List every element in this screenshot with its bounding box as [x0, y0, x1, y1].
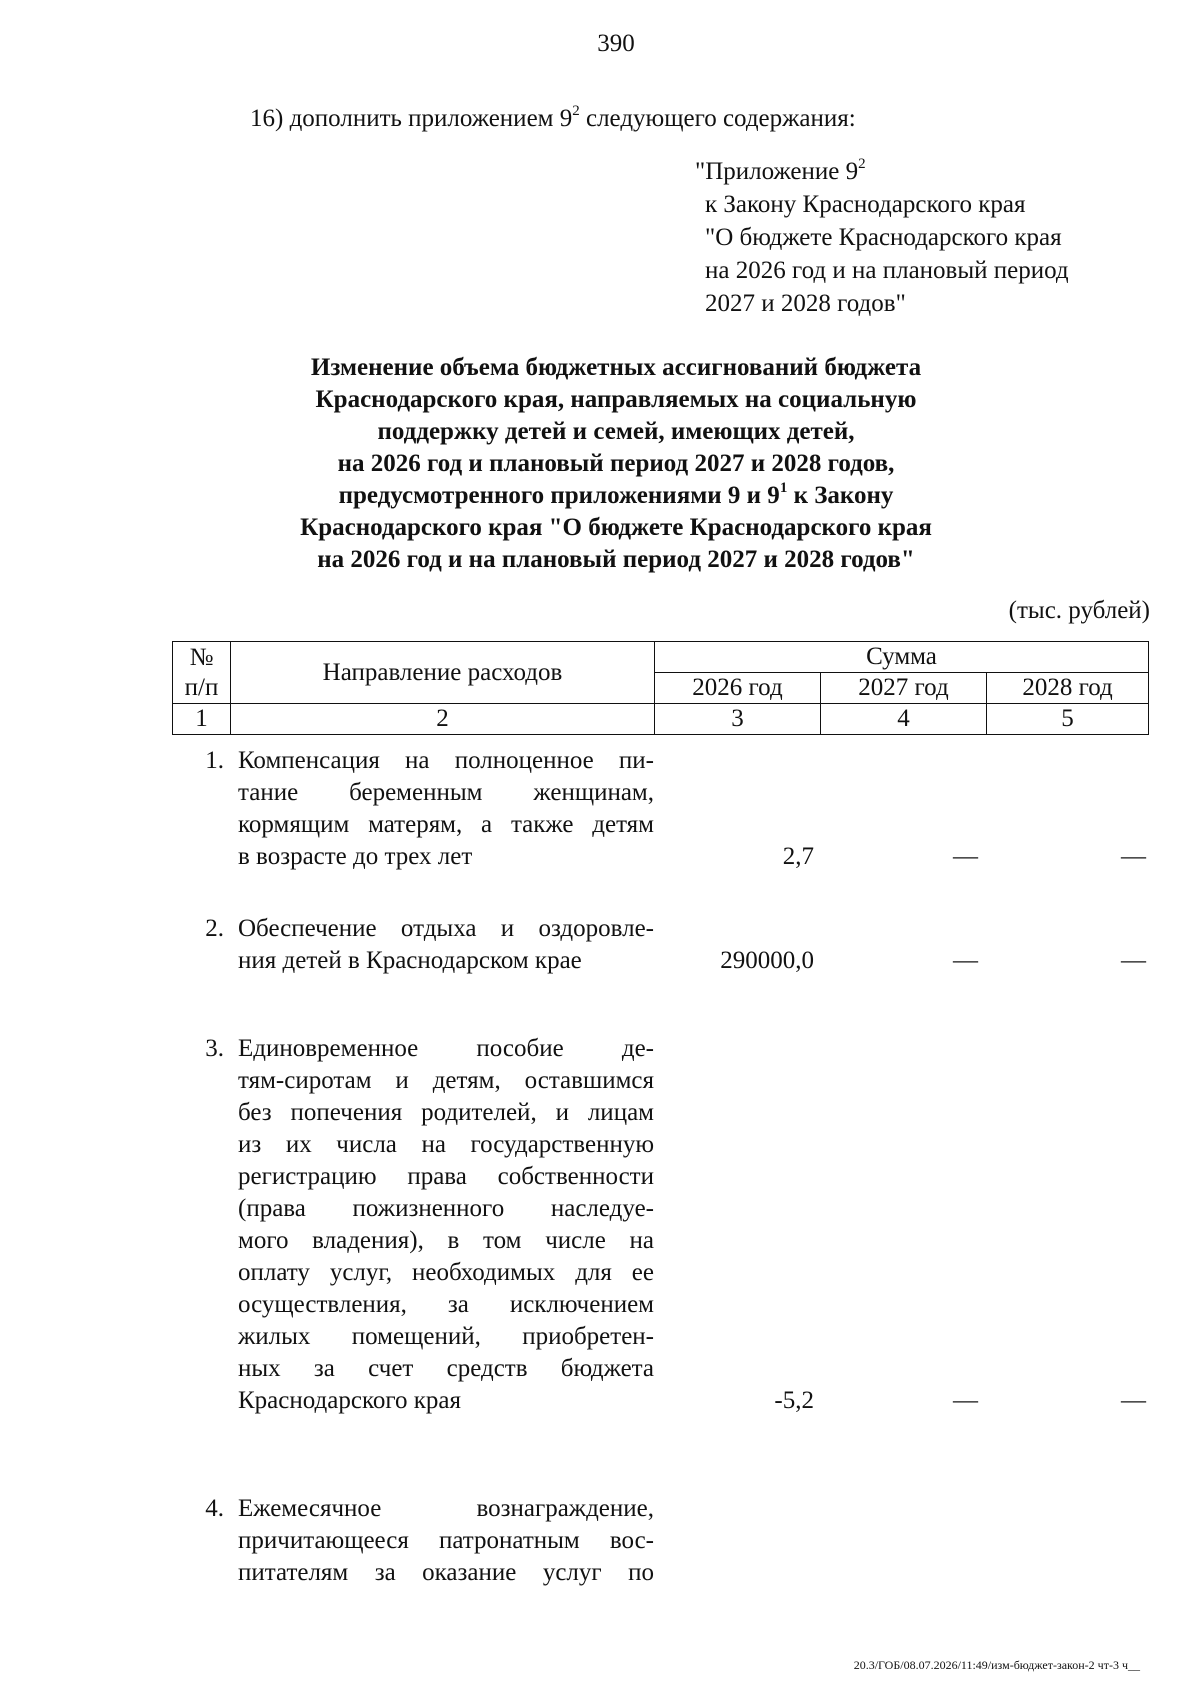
amendment-suffix: следующего содержания:	[579, 105, 856, 132]
row-line: ных за счет средств бюджета	[238, 1355, 654, 1382]
appendix-superscript: 2	[858, 155, 866, 172]
row-description	[230, 1493, 654, 1589]
header-sum: Сумма	[655, 642, 1149, 673]
row-line: тание беременным женщинам,	[238, 779, 654, 806]
header-direction: Направление расходов	[231, 642, 655, 704]
value-2028: —	[1121, 1387, 1146, 1414]
appendix-line-4: на 2026 год и на плановый период	[705, 257, 1069, 284]
value-2027: —	[953, 843, 978, 870]
row-index: 3.	[205, 1035, 224, 1062]
units-label: (тыс. рублей)	[1008, 597, 1150, 624]
row-line: (права пожизненного наследуе-	[238, 1195, 654, 1222]
row-line: мого владения), в том числе на	[238, 1227, 654, 1254]
row-line: в возрасте до трех лет	[238, 843, 473, 870]
row-description	[230, 745, 654, 873]
row-line: без попечения родителей, и лицам	[238, 1099, 654, 1126]
appendix-line-5: 2027 и 2028 годов"	[705, 290, 906, 317]
row-line: Единовременное пособие де-	[238, 1035, 654, 1062]
appendix-line-1-text: "Приложение 9	[695, 158, 859, 185]
row-line: причитающееся патронатным вос-	[238, 1527, 654, 1554]
col-number-5: 5	[987, 704, 1149, 735]
title-line-2: Краснодарского края, направляемых на социальную	[315, 386, 917, 413]
row-line: тям-сиротам и детям, оставшимся	[238, 1067, 654, 1094]
header-number	[173, 642, 231, 704]
row-description	[230, 913, 654, 977]
footer-reference: 20.3/ГОБ/08.07.2026/11:49/изм-бюджет-закон-2 чт-3 ч__	[853, 1658, 1140, 1672]
appendix-heading	[695, 155, 1069, 320]
amendment-clause	[250, 102, 856, 133]
table-header	[172, 641, 1149, 735]
header-number-line-2: п/п	[184, 673, 219, 701]
title-line-5	[0, 480, 1200, 512]
document-title	[0, 352, 1200, 576]
appendix-line-1	[695, 155, 1069, 188]
value-2026: 2,7	[782, 843, 814, 870]
appendix-line-3: "О бюджете Краснодарского края	[705, 224, 1062, 251]
value-2026: 290000,0	[720, 947, 814, 974]
value-2028: —	[1121, 843, 1146, 870]
row-line: Ежемесячное вознаграждение,	[238, 1495, 654, 1522]
amendment-superscript: 2	[572, 102, 580, 119]
row-line: осуществления, за исключением	[238, 1291, 654, 1318]
amendment-prefix: 16) дополнить приложением 9	[250, 105, 573, 132]
header-year-2027: 2027 год	[821, 673, 987, 704]
page-number: 390	[597, 30, 635, 57]
row-line: Краснодарского края	[238, 1387, 461, 1414]
value-2028: —	[1121, 947, 1146, 974]
header-number-line-1: №	[189, 643, 214, 671]
row-line: Обеспечение отдыха и оздоровле-	[238, 915, 654, 942]
title-line-3: поддержку детей и семей, имеющих детей,	[377, 418, 855, 445]
row-line: оплату услуг, необходимых для ее	[238, 1259, 654, 1286]
title-line-5-suffix: к Закону	[787, 482, 894, 509]
value-2027: —	[953, 1387, 978, 1414]
row-index: 2.	[205, 915, 224, 942]
appendix-line-2: к Закону Краснодарского края	[705, 191, 1026, 218]
header-year-2028: 2028 год	[987, 673, 1149, 704]
title-line-6: Краснодарского края "О бюджете Краснодарского края	[300, 514, 932, 541]
title-line-5-text: предусмотренного приложениями 9 и 9	[338, 482, 780, 509]
title-line-4: на 2026 год и плановый период 2027 и 2028 годов,	[337, 450, 895, 477]
col-number-4: 4	[821, 704, 987, 735]
row-line: регистрацию права собственности	[238, 1163, 654, 1190]
value-2026: -5,2	[774, 1387, 814, 1414]
title-line-7: на 2026 год и на плановый период 2027 и 2028 годов"	[317, 546, 915, 573]
col-number-1: 1	[173, 704, 231, 735]
col-number-2: 2	[231, 704, 655, 735]
row-index: 1.	[205, 747, 224, 774]
row-line: ния детей в Краснодарском крае	[238, 947, 582, 974]
title-line-1: Изменение объема бюджетных ассигнований бюджета	[310, 354, 922, 381]
row-line: Компенсация на полноценное пи-	[238, 747, 654, 774]
row-index: 4.	[205, 1495, 224, 1522]
row-description	[230, 1033, 654, 1417]
row-line: кормящим матерям, а также детям	[238, 811, 654, 838]
row-line: жилых помещений, приобретен-	[238, 1323, 654, 1350]
header-year-2026: 2026 год	[655, 673, 821, 704]
row-line: питателям за оказание услуг по	[238, 1559, 654, 1586]
row-line: из их числа на государственную	[238, 1131, 654, 1158]
col-number-3: 3	[655, 704, 821, 735]
value-2027: —	[953, 947, 978, 974]
title-superscript: 1	[779, 479, 788, 496]
